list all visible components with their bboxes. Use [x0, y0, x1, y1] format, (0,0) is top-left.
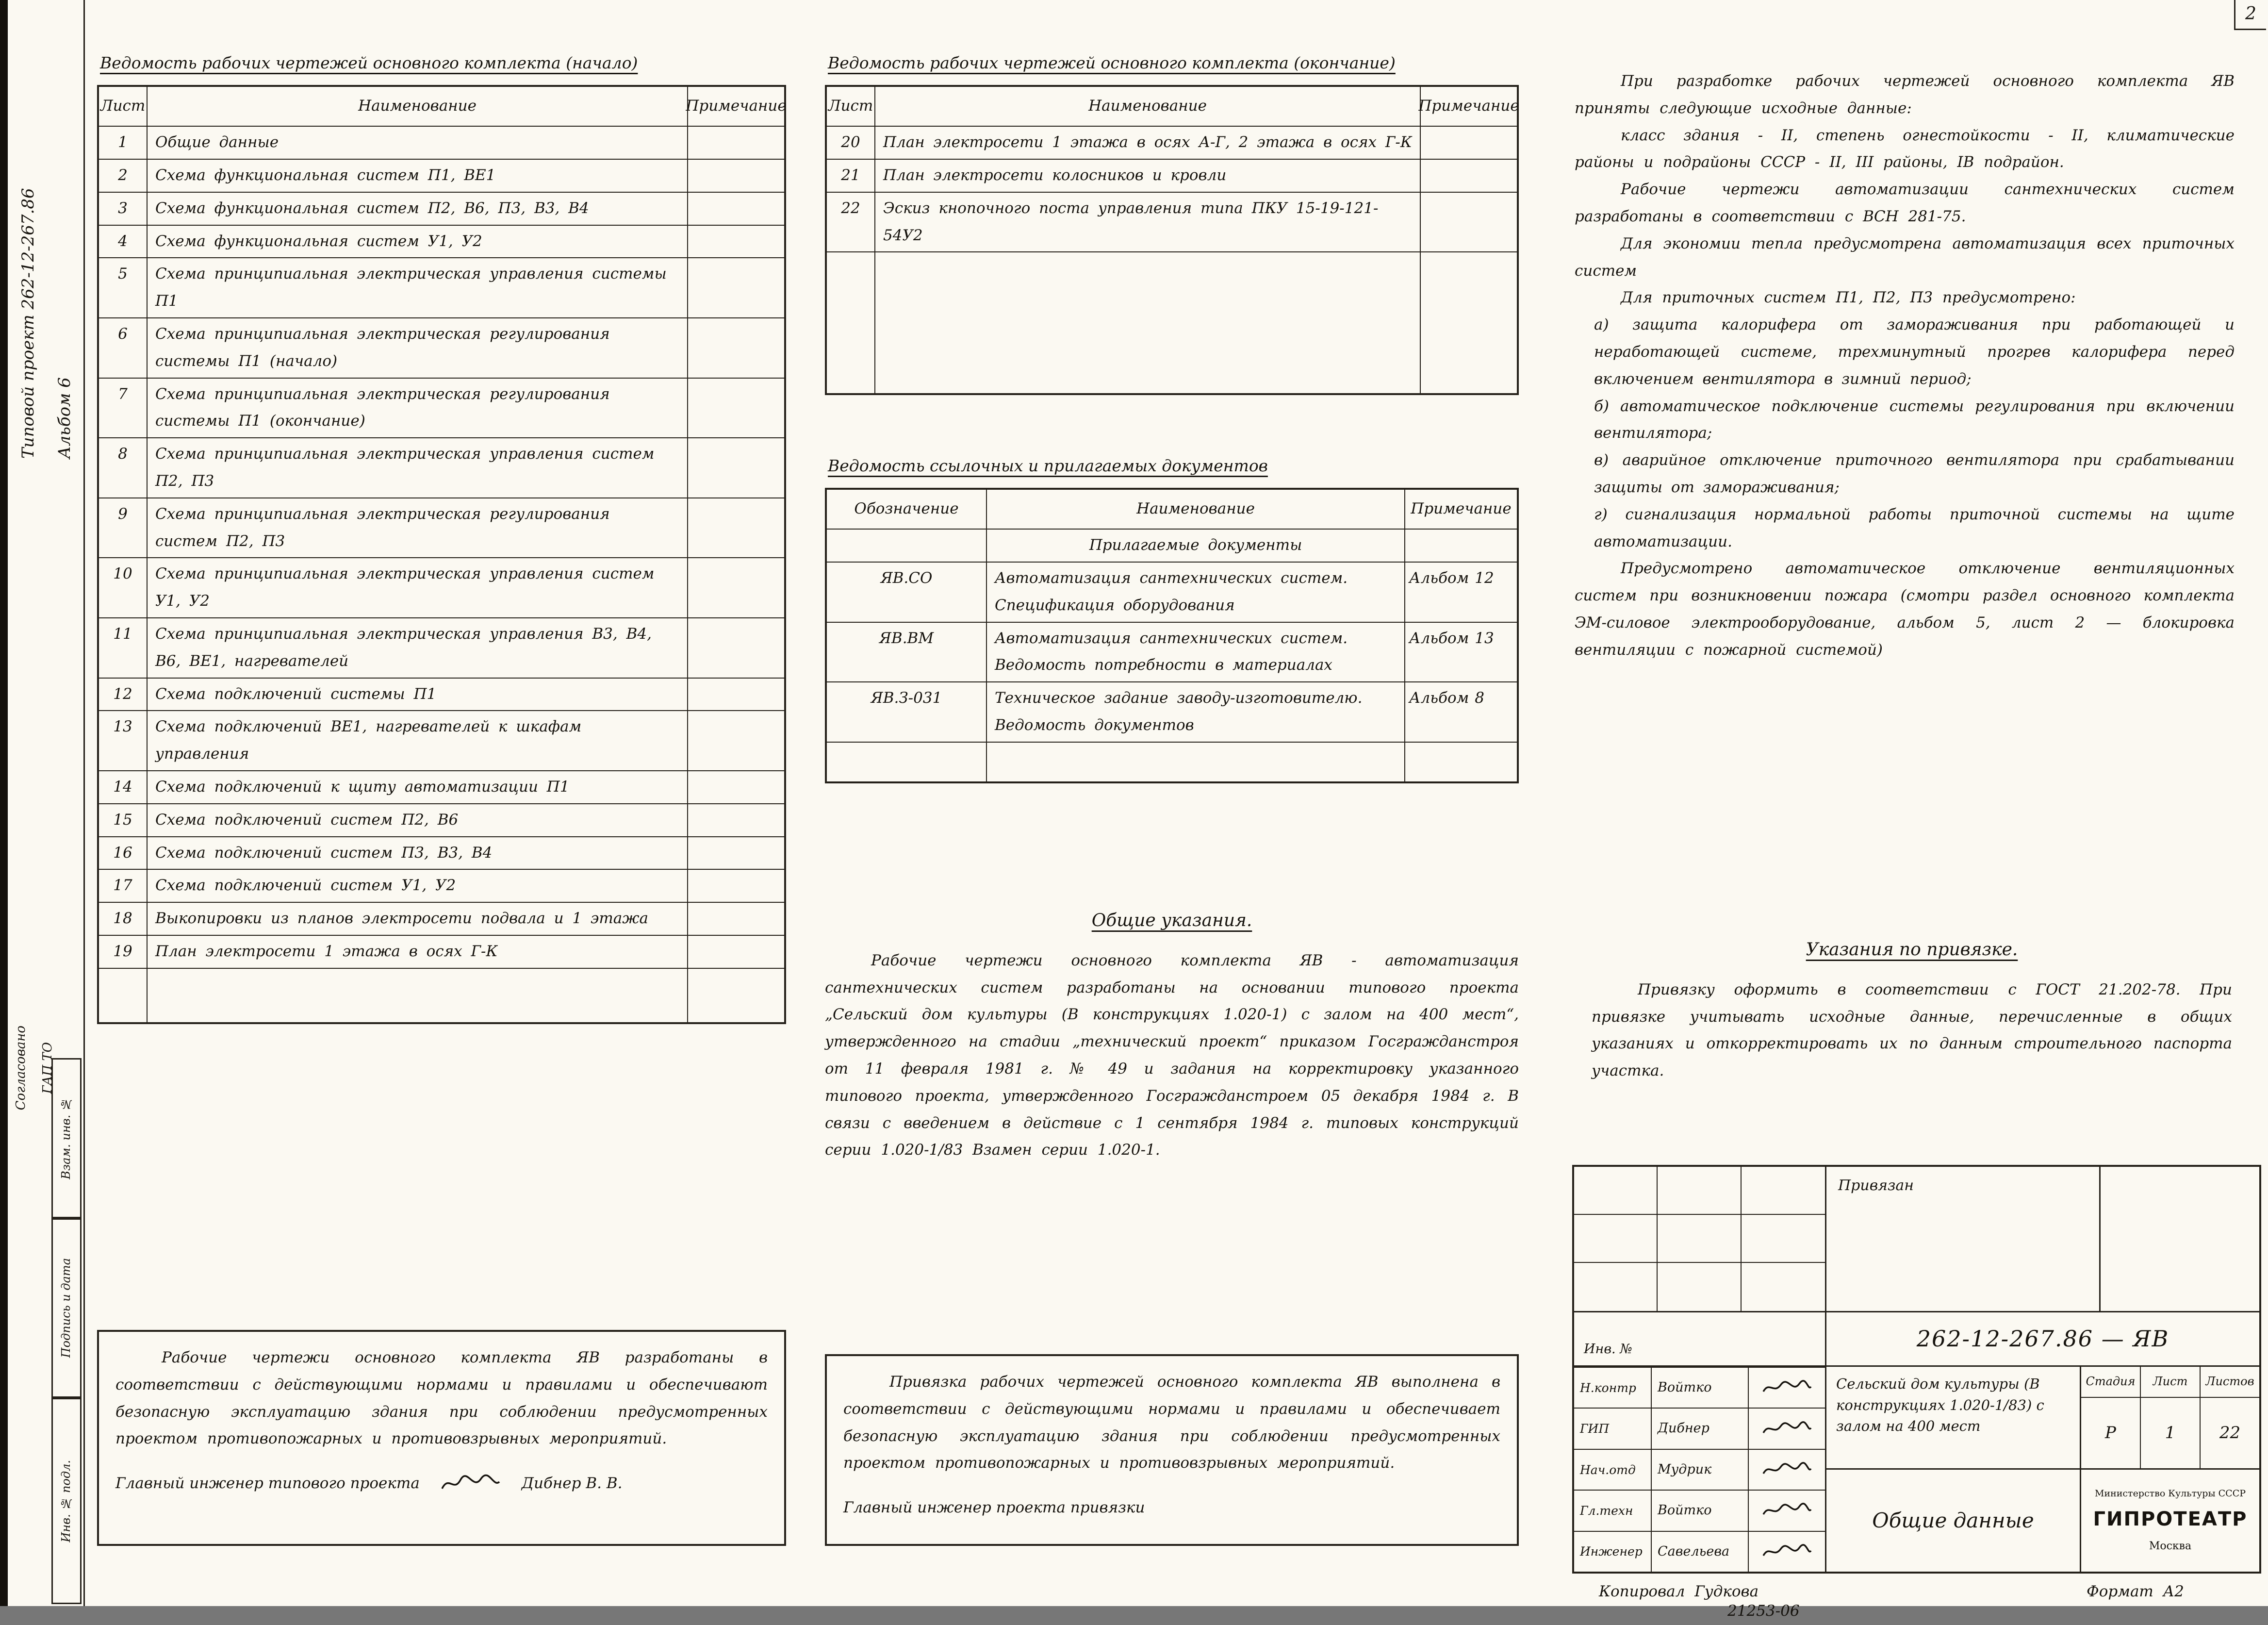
col-header-sheet: Лист — [99, 87, 148, 126]
note-cell — [688, 193, 784, 225]
signers-table — [1574, 1367, 1826, 1572]
signoff-label: Главный инженер проекта привязки — [843, 1499, 1145, 1517]
signature — [1760, 1420, 1814, 1438]
refdocs-subheader-row — [827, 529, 1517, 562]
col-header-name: Наименование — [875, 87, 1421, 126]
sheet-cell: 20 — [827, 127, 875, 159]
name-cell: Автоматизация сантехнических систем. Ведомость потребности в материалах — [987, 623, 1405, 682]
refdocs-title: Ведомость ссылочных и прилагаемых документов — [828, 456, 1268, 475]
spine-album-label: Альбом 6 — [55, 377, 75, 459]
note-cell — [688, 498, 784, 558]
title-block-project-row — [1826, 1367, 2259, 1470]
table2-title: Ведомость рабочих чертежей основного комплекта (окончание) — [828, 53, 1396, 72]
note-cell — [1421, 127, 1517, 159]
code-cell: ЯВ.З-031 — [827, 682, 987, 742]
signature — [439, 1473, 502, 1494]
name-cell: Схема принципиальная электрическая управления системы П1 — [148, 258, 688, 317]
signature — [1760, 1543, 1814, 1560]
binding-body: Привязку оформить в соответствии с ГОСТ 21.202-78. При привязке учитывать исходные данные, перечисленные в общих указаниях и откорректировать их по данным строительного паспорта участка. — [1592, 980, 2232, 1080]
sheet-cell: 4 — [99, 226, 148, 258]
signer-role: ГИП — [1574, 1409, 1652, 1448]
table1-title: Ведомость рабочих чертежей основного комплекта (начало) — [100, 53, 638, 72]
note-cell: Альбом 8 — [1409, 689, 1484, 707]
stage-value: Р — [2081, 1398, 2141, 1468]
order-code: 21253-06 — [1727, 1602, 1800, 1620]
sheet-cell: 22 — [827, 193, 875, 252]
sheet-cell: 10 — [99, 558, 148, 617]
col-header-note: Примечание — [686, 97, 787, 115]
table-row — [827, 126, 1517, 159]
note-cell — [688, 870, 784, 902]
name-cell: Эскиз кнопочного поста управления типа ПКУ 15-19-121-54У2 — [875, 193, 1421, 252]
sheet-cell: 8 — [99, 438, 148, 497]
signer-name: Дибнер — [1652, 1409, 1749, 1448]
signer-name: Мудрик — [1652, 1450, 1749, 1490]
stage-grid-header — [2081, 1367, 2259, 1398]
signer-name: Войтко — [1652, 1368, 1749, 1408]
note-cell — [688, 771, 784, 803]
empty-rows — [827, 742, 1517, 781]
code-cell: ЯВ.ВМ — [827, 623, 987, 682]
name-cell: Схема принципиальная электрическая регулирования системы П1 (начало) — [148, 318, 688, 378]
frame-left-line — [83, 0, 85, 1606]
title-block-top — [1574, 1167, 2259, 1312]
invpodl-label: Инв. № подл. — [59, 1459, 73, 1542]
left-note-body: Рабочие чертежи основного комплекта ЯВ разработаны в соответствии с действующими нормами и правилами и обеспечивают безопасную эксплуатацию здания при соблюдении предусмотренных проектом противопожарных и противовзрывных мероприятий. — [115, 1349, 768, 1448]
empty-rows — [827, 251, 1517, 393]
name-cell: Схема подключений ВЕ1, нагревателей к шкафам управления — [148, 711, 688, 770]
list-item: а) защита калорифера от замораживания при работающей и неработающей системе, трехминутный прогрев калорифера перед включением вентилятора в зимний период; — [1594, 316, 2235, 388]
table-row — [99, 869, 784, 902]
sheet-cell: 9 — [99, 498, 148, 558]
signature-cell — [1749, 1543, 1825, 1560]
table-row — [99, 378, 784, 438]
document-number: 262-12-267.86 — ЯВ — [1916, 1326, 2169, 1352]
name-cell: Схема принципиальная электрическая управления В3, В4, В6, ВЕ1, нагревателей — [148, 618, 688, 678]
name-cell: Схема подключений к щиту автоматизации П1 — [148, 771, 688, 803]
note-cell: Альбом 12 — [1409, 569, 1494, 587]
general-notes-body: Рабочие чертежи основного комплекта ЯВ - автоматизация сантехнических систем разработаны на основании типового проекта „Сельский дом культуры (В конструкциях 1.020-1) с залом на 400 мест“, утвержденного на стадии „технический проект“ приказом Госгражданстроя от 11 февраля 1981 г. № 49 и задания на корректировку указанного типового проекта, утвержденного Госгражданстроем 05 декабря 1984 г. В связи с введением в действие с 1 сентября 1984 г. типовых конструкций серии 1.020-1/83 Взамен серии 1.020-1. — [825, 951, 1519, 1159]
refdocs-rows — [827, 562, 1517, 742]
sheet-cell: 6 — [99, 318, 148, 378]
table-row — [99, 192, 784, 225]
sheet-cell: 5 — [99, 258, 148, 317]
name-cell: Схема функциональная систем П1, ВЕ1 — [148, 160, 688, 192]
note-cell — [688, 127, 784, 159]
table-row — [827, 192, 1517, 252]
note-cell — [688, 804, 784, 836]
margin-box-invpodl — [51, 1398, 82, 1604]
empty-rows — [99, 968, 784, 1022]
table-row — [99, 678, 784, 711]
signer-name: Войтко — [1652, 1491, 1749, 1530]
note-cell — [688, 438, 784, 497]
note-cell — [688, 618, 784, 678]
note-cell — [688, 679, 784, 711]
binding-status-label: Привязан — [1838, 1177, 1914, 1194]
note-cell — [688, 226, 784, 258]
signature-cell — [1749, 1420, 1825, 1438]
note-cell — [688, 711, 784, 770]
col-header-name: Наименование — [148, 87, 688, 126]
project-name: Сельский дом культуры (В конструкциях 1.020-1/83) с залом на 400 мест — [1836, 1376, 2044, 1434]
sheet-label: Лист — [2141, 1367, 2201, 1397]
signer-row — [1574, 1490, 1825, 1530]
left-note-signoff — [115, 1470, 768, 1497]
name-cell: План электросети 1 этажа в осях А-Г, 2 этажа в осях Г-К — [875, 127, 1421, 159]
signoff-label: Главный инженер типового проекта — [115, 1475, 420, 1492]
sheet-cell: 7 — [99, 379, 148, 438]
list-item: б) автоматическое подключение системы регулирования при включении вентилятора; — [1594, 397, 2235, 442]
initial-data-systems: Для приточных систем П1, П2, П3 предусмотрено: — [1621, 289, 2076, 307]
stage-label: Стадия — [2081, 1367, 2141, 1397]
table1 — [97, 85, 786, 1024]
organization-name: ГИПРОТЕАТР — [2093, 1508, 2248, 1531]
table-row — [99, 902, 784, 935]
name-cell: Схема подключений систем П2, В6 — [148, 804, 688, 836]
format-label: Формат А2 — [2087, 1583, 2184, 1600]
table-row — [99, 257, 784, 317]
title-block — [1572, 1165, 2261, 1574]
signer-row — [1574, 1408, 1825, 1448]
table-row — [827, 622, 1517, 682]
table-row — [827, 681, 1517, 742]
table-row — [99, 710, 784, 770]
sheet-cell: 17 — [99, 870, 148, 902]
name-cell: Общие данные — [148, 127, 688, 159]
initial-data-economy: Для экономии тепла предусмотрена автоматизация всех приточных систем — [1575, 234, 2235, 280]
mid-compliance-note — [825, 1354, 1519, 1546]
note-cell — [1421, 193, 1517, 252]
table-row — [99, 770, 784, 803]
signer-role: Нач.отд — [1574, 1450, 1652, 1490]
name-cell: Схема подключений систем П3, В3, В4 — [148, 837, 688, 869]
drawings-register-start — [97, 49, 786, 1024]
note-cell — [688, 558, 784, 617]
note-cell — [688, 837, 784, 869]
organization-cell — [2080, 1470, 2259, 1572]
col-header-note: Примечание — [1411, 500, 1512, 518]
table2-rows — [827, 126, 1517, 251]
signature — [1760, 1379, 1814, 1396]
name-cell: Схема функциональная систем П2, В6, П3, В3, В4 — [148, 193, 688, 225]
title-block-sheet-row — [1826, 1470, 2259, 1572]
mid-note-signoff — [843, 1494, 1500, 1522]
ministry-label: Министерство Культуры СССР — [2094, 1488, 2246, 1499]
initial-data-intro: При разработке рабочих чертежей основного комплекта ЯВ приняты следующие исходные данные: — [1575, 72, 2235, 117]
podpis-label: Подпись и дата — [59, 1258, 73, 1358]
stage-grid — [2080, 1367, 2259, 1468]
col-header-note: Примечание — [1418, 97, 1519, 115]
sheet-cell: 21 — [827, 160, 875, 192]
initial-data-list — [1575, 312, 2235, 555]
name-cell: Схема принципиальная электрическая управления систем У1, У2 — [148, 558, 688, 617]
sheet-cell: 12 — [99, 679, 148, 711]
name-cell: Схема принципиальная электрическая управления систем П2, П3 — [148, 438, 688, 497]
copied-by: Копировал Гудкова — [1599, 1583, 1759, 1600]
table2-header-row — [827, 87, 1517, 126]
referenced-documents — [825, 451, 1519, 783]
inventory-label: Инв. № — [1574, 1312, 1826, 1365]
note-cell — [688, 936, 784, 968]
table-row — [99, 317, 784, 378]
signer-role: Инженер — [1574, 1532, 1652, 1572]
note-cell — [688, 160, 784, 192]
col-header-code: Обозначение — [827, 490, 987, 529]
binding-instructions — [1592, 934, 2232, 1085]
binding-title: Указания по привязке. — [1806, 940, 2018, 960]
signer-name: Дибнер В. В. — [521, 1475, 623, 1492]
zamenv-label: Взам. инв. № — [59, 1097, 73, 1179]
sheet-cell: 13 — [99, 711, 148, 770]
initial-data-class: класс здания - II, степень огнестойкости - II, климатические районы и подрайоны СССР - II, III районы, IВ подрайон. — [1575, 126, 2235, 171]
signature-cell — [1749, 1502, 1825, 1519]
revision-cells — [1574, 1167, 1826, 1311]
name-cell: Схема подключений системы П1 — [148, 679, 688, 711]
spine-project-label: Типовой проект 262-12-267.86 — [18, 188, 38, 459]
signer-row — [1574, 1531, 1825, 1572]
note-cell — [1421, 160, 1517, 192]
signature — [1760, 1461, 1814, 1478]
title-block-inv-row — [1574, 1312, 2259, 1367]
sheets-value: 22 — [2219, 1423, 2241, 1443]
sheet-cell: 15 — [99, 804, 148, 836]
sheets-label: Листов — [2205, 1375, 2254, 1389]
sheet-cell: 1 — [99, 127, 148, 159]
col-header-name: Наименование — [987, 490, 1405, 529]
note-cell — [688, 318, 784, 378]
sheet-cell: 14 — [99, 771, 148, 803]
initial-data — [1575, 68, 2235, 664]
table-row — [99, 497, 784, 558]
note-cell — [688, 903, 784, 935]
title-block-main — [1574, 1367, 2259, 1572]
name-cell: Схема принципиальная электрическая регулирования системы П1 (окончание) — [148, 379, 688, 438]
scan-edge — [0, 0, 8, 1606]
sheet-cell: 3 — [99, 193, 148, 225]
note-cell — [688, 258, 784, 317]
table-row — [99, 159, 784, 192]
table-row — [827, 159, 1517, 192]
signer-role: Гл.техн — [1574, 1491, 1652, 1530]
margin-box-zamenv — [51, 1058, 82, 1218]
refdocs-header-row — [827, 490, 1517, 529]
title-block-top-right-cell — [2099, 1167, 2259, 1311]
mid-note-body: Привязка рабочих чертежей основного комплекта ЯВ выполнена в соответствии с действующими нормами и правилами и обеспечивает безопасную эксплуатацию здания при соблюдении предусмотренных проектом противопожарных и противовзрывных мероприятий. — [843, 1373, 1500, 1472]
signature-cell — [1749, 1461, 1825, 1478]
page-number: 2 — [2245, 4, 2256, 24]
signature — [1760, 1502, 1814, 1519]
signer-name: Савельева — [1652, 1532, 1749, 1572]
sheet-cell: 19 — [99, 936, 148, 968]
table-row — [99, 225, 784, 258]
stage-grid-values — [2081, 1398, 2259, 1468]
table1-rows — [99, 126, 784, 968]
gap-to-label: ГАП ТО — [40, 1042, 55, 1094]
table-row — [99, 437, 784, 497]
table-row — [99, 126, 784, 159]
organization-city: Москва — [2149, 1540, 2192, 1553]
table-row — [99, 935, 784, 968]
signer-row — [1574, 1367, 1825, 1408]
initial-data-vsn: Рабочие чертежи автоматизации сантехнических систем разработаны в соответствии с ВСН 281-75. — [1575, 181, 2235, 225]
page-number-box — [2234, 0, 2266, 30]
margin-box-podpis — [51, 1218, 82, 1398]
sheet-cell: 11 — [99, 618, 148, 678]
initial-data-fire: Предусмотрено автоматическое отключение вентиляционных систем при возникновении пожара (смотри раздел основного комплекта ЭМ-силовое электрооборудование, альбом 5, лист 2 — блокировка вентиляции с пожарной системой) — [1575, 560, 2235, 659]
name-cell: Схема подключений систем У1, У2 — [148, 870, 688, 902]
name-cell: План электросети 1 этажа в осях Г-К — [148, 936, 688, 968]
sheet-cell: 2 — [99, 160, 148, 192]
spine-labels — [14, 22, 80, 459]
name-cell: Выкопировки из планов электросети подвала и 1 этажа — [148, 903, 688, 935]
table-row — [99, 803, 784, 836]
name-cell: Автоматизация сантехнических систем. Спецификация оборудования — [987, 563, 1405, 622]
name-cell: Схема принципиальная электрическая регулирования систем П2, П3 — [148, 498, 688, 558]
table-row — [99, 836, 784, 869]
code-cell: ЯВ.СО — [827, 563, 987, 622]
col-header-sheet: Лист — [827, 87, 875, 126]
sheet-cell: 18 — [99, 903, 148, 935]
drawings-register-end — [825, 49, 1519, 395]
list-item: г) сигнализация нормальной работы приточной системы на щите автоматизации. — [1594, 505, 2235, 550]
name-cell: Техническое задание заводу-изготовителю. Ведомость документов — [987, 682, 1405, 742]
agreed-label: Согласовано — [14, 1025, 28, 1111]
table1-header-row — [99, 87, 787, 126]
title-block-right — [1826, 1367, 2259, 1572]
general-notes-title: Общие указания. — [1091, 911, 1252, 930]
name-cell: План электросети колосников и кровли — [875, 160, 1421, 192]
name-cell: Схема функциональная систем У1, У2 — [148, 226, 688, 258]
general-notes — [825, 905, 1519, 1164]
note-cell — [688, 379, 784, 438]
table-row — [99, 557, 784, 617]
left-compliance-note — [97, 1330, 786, 1546]
subheader-label: Прилагаемые документы — [987, 530, 1405, 562]
table2 — [825, 85, 1519, 395]
list-item: в) аварийное отключение приточного вентилятора при срабатывании защиты от замораживания; — [1594, 451, 2235, 496]
sheet-title: Общие данные — [1872, 1509, 2034, 1533]
signer-row — [1574, 1449, 1825, 1490]
signer-role: Н.контр — [1574, 1368, 1652, 1408]
note-cell: Альбом 13 — [1409, 629, 1494, 647]
table-row — [99, 617, 784, 678]
sheet-value: 1 — [2141, 1398, 2201, 1468]
refdocs-table — [825, 488, 1519, 783]
sheet-cell: 16 — [99, 837, 148, 869]
signature-cell — [1749, 1379, 1825, 1396]
table-row — [827, 562, 1517, 622]
